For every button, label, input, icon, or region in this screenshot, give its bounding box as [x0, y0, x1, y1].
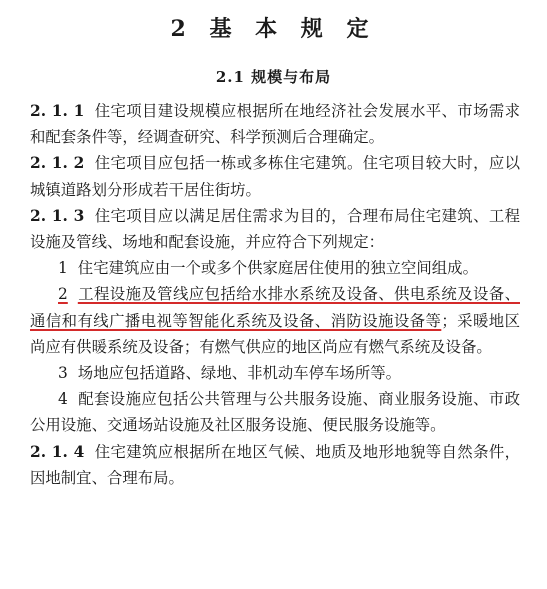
- clause-2-1-2: [30, 150, 520, 202]
- section-title: 2.1 规模与布局: [215, 68, 332, 86]
- clause-2-1-4: [30, 439, 520, 491]
- clause-text: 住宅项目应包括一栋或多栋住宅建筑。住宅项目较大时，应以城镇道路划分形成若干居住街坊。: [30, 154, 520, 199]
- clause-text: 住宅建筑应根据所在地区气候、地质及地形地貌等自然条件，因地制宜、合理布局。: [30, 442, 520, 487]
- clause-number: 2. 1. 3: [30, 206, 85, 225]
- list-item-3: [30, 360, 520, 386]
- chapter-title: 2 基 本 规 定: [170, 16, 377, 42]
- clause-number: 2. 1. 1: [30, 102, 85, 120]
- list-item-1: [30, 255, 520, 281]
- item-number: 4: [58, 390, 68, 409]
- item-number: 3: [58, 364, 68, 383]
- clause-number: 2. 1. 2: [30, 154, 85, 173]
- item-number: 1: [58, 259, 68, 278]
- document-body: [30, 98, 520, 491]
- list-item-4: [30, 386, 520, 438]
- clause-text: 住宅项目应以满足居住需求为目的，合理布局住宅建筑、工程设施及管线、场地和配套设施，并应符合下列规定：: [30, 206, 520, 252]
- item-text: 场地应包括道路、绿地、非机动车停车场所等。: [77, 364, 402, 383]
- item-text: ；采暖地区尚应有供暖系统及设备；有燃气供应的地区尚应有燃气系统及设备。: [30, 311, 520, 356]
- highlighted-text: 工程设施及管线应包括给水排水系统及设备、供电系统及设备、通信和有线广播电视等智能化系统及设备、消防设施设备等: [30, 285, 520, 330]
- clause-2-1-1: [30, 98, 520, 150]
- clause-2-1-3: [30, 203, 520, 255]
- item-text: 住宅建筑应由一个或多个供家庭居住使用的独立空间组成。: [77, 259, 478, 278]
- list-item-2: [30, 281, 520, 360]
- item-text: 配套设施应包括公共管理与公共服务设施、商业服务设施、市政公用设施、交通场站设施及社区服务设施、便民服务设施等。: [30, 390, 520, 435]
- clause-text: 住宅项目建设规模应根据所在地经济社会发展水平、市场需求和配套条件等，经调查研究、科学预测后合理确定。: [30, 102, 520, 147]
- clause-number: 2. 1. 4: [30, 442, 85, 461]
- item-number: 2: [58, 285, 68, 304]
